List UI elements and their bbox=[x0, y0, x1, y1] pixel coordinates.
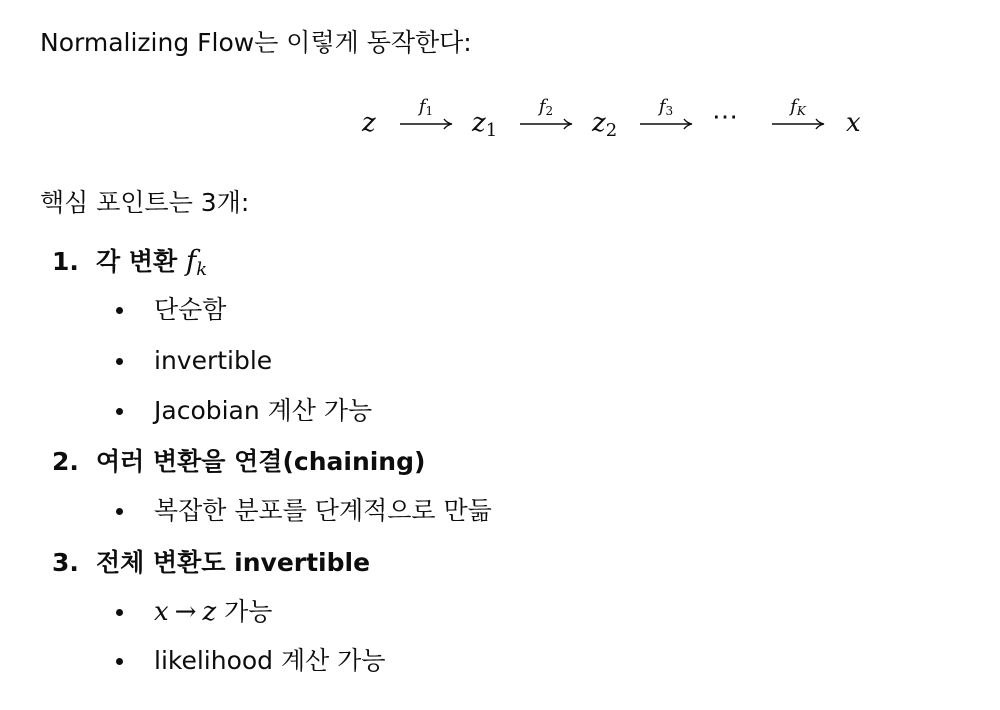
bullet-dot-icon bbox=[116, 658, 123, 665]
bullet-text: Jacobian 계산 가능 bbox=[154, 396, 373, 425]
bullet-dot-icon bbox=[116, 307, 123, 314]
formula-arrow-f1 bbox=[398, 96, 454, 136]
right-arrow-icon bbox=[398, 118, 454, 130]
list-item-1 bbox=[52, 244, 207, 287]
bullet-dot-icon bbox=[116, 508, 123, 515]
bullet-dot-icon bbox=[116, 609, 123, 616]
list-item-title: 전체 변환도 invertible bbox=[96, 548, 371, 577]
formula-node-z1: $z_1$ bbox=[472, 108, 498, 141]
math-x-to-z: x → z bbox=[154, 597, 217, 627]
formula-node-z2: $z_2$ bbox=[592, 108, 618, 141]
math-fk: $f_k$ bbox=[185, 244, 208, 280]
bullet-text: 단순함 bbox=[154, 295, 227, 324]
list-item-2 bbox=[52, 445, 425, 479]
arrow-label-f1: $f_1$ bbox=[418, 96, 434, 118]
bullet-dot-icon bbox=[116, 408, 123, 415]
list-number: 1. bbox=[52, 247, 79, 276]
arrow-label-f3: $f_3$ bbox=[658, 96, 674, 118]
list-item-title: 각 변환 bbox=[96, 247, 186, 276]
list-number: 2. bbox=[52, 447, 79, 476]
formula-node-x: x bbox=[846, 108, 861, 138]
points-label: 핵심 포인트는 3개: bbox=[40, 188, 250, 217]
intro-text: Normalizing Flow는 이렇게 동작한다: bbox=[40, 28, 472, 57]
right-arrow-icon bbox=[638, 118, 694, 130]
right-arrow-icon bbox=[770, 118, 826, 130]
bullet-text: invertible bbox=[154, 346, 273, 375]
list-item-3 bbox=[52, 546, 370, 580]
arrow-label-fk: $f_K$ bbox=[790, 96, 806, 118]
formula-ellipsis: ⋯ bbox=[712, 102, 744, 132]
bullet-text: likelihood 계산 가능 bbox=[154, 646, 386, 675]
list-item-title: 여러 변환을 연결(chaining) bbox=[96, 447, 426, 476]
formula-arrow-fk bbox=[770, 96, 826, 136]
formula-arrow-f2 bbox=[518, 96, 574, 136]
formula-node-z: z bbox=[362, 108, 376, 138]
bullet-text: 복잡한 분포를 단계적으로 만듦 bbox=[154, 496, 492, 525]
bullet-dot-icon bbox=[116, 358, 123, 365]
right-arrow-icon bbox=[518, 118, 574, 130]
formula-arrow-f3 bbox=[638, 96, 694, 136]
list-number: 3. bbox=[52, 548, 79, 577]
flow-formula bbox=[362, 88, 872, 148]
bullet-text: x → z 가능 bbox=[154, 597, 273, 627]
arrow-label-f2: $f_2$ bbox=[538, 96, 554, 118]
